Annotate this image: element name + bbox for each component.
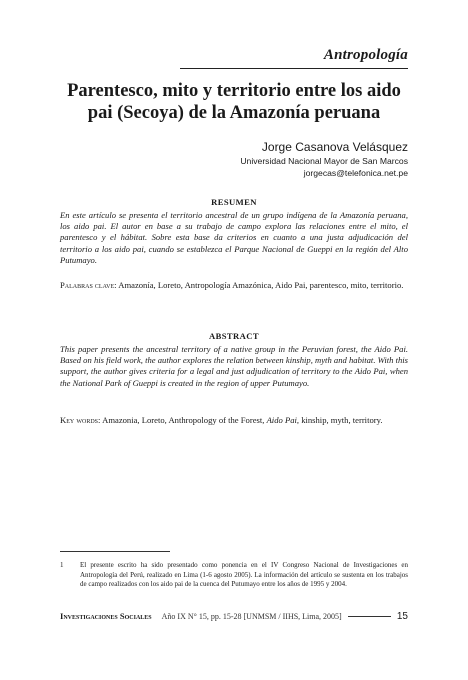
footnote-number: 1 (60, 561, 64, 569)
author-email[interactable]: jorgecas@telefonica.net.pe (303, 168, 408, 178)
abstract-keywords (60, 415, 408, 426)
resumen-keywords-label: Palabras clave: (60, 280, 117, 290)
journal-name: Investigaciones Sociales (60, 611, 152, 621)
resumen-keywords (60, 280, 408, 291)
abstract-heading: ABSTRACT (209, 331, 259, 341)
abstract-keywords-end: , kinship, myth, territory. (296, 415, 383, 425)
abstract-text: This paper presents the ancestral territory of a native group in the Peruvian forest, the Aido Pai. Based on his field work, the author explores the relation between kinship, myth and habitat. With this support, the author gives criteria for a legal and just adjudication of territory to the Aido Pai, when the National Park of Gueppi is created in the region of upper Putumayo. (60, 344, 408, 388)
author-name: Jorge Casanova Velásquez (261, 140, 408, 154)
page-footer (60, 611, 408, 622)
abstract-keywords-italic: Aido Pai (266, 415, 297, 425)
abstract-keywords-label: Key words: (60, 415, 101, 425)
footnote-text: El presente escrito ha sido presentado como ponencia en el IV Congreso Nacional de Investigaciones en Antropología del Perú, realizado en Lima (1-6 agosto 2005). La información del artículo se sustenta en los trabajos de campo realizados con los aido pai de la cuenca del Putumayo entre los años de 1995 y 2004. (80, 561, 408, 589)
issue-info: Año IX N° 15, pp. 15-28 [UNMSM / IIHS, Lima, 2005] (161, 612, 342, 621)
author-affiliation: Universidad Nacional Mayor de San Marcos (240, 156, 408, 166)
resumen-heading: RESUMEN (211, 197, 257, 207)
article-title: Parentesco, mito y territorio entre los aido pai (Secoya) de la Amazonía peruana (67, 81, 401, 123)
footnote-rule (60, 551, 170, 552)
resumen-text: En este artículo se presenta el territorio ancestral de un grupo indígena de la Amazonía peruana, los aido pai. El autor en base a su trabajo de campo explora las relaciones entre el mito, el parentesco y el hábitat. Sobre esta base da criterios en cuanto a una justa adjudicación del territorio a los aido pai, cuando se establezca el Parque Nacional de Gueppi en la región del Alto Putumayo. (60, 210, 408, 265)
page-number: 15 (396, 611, 408, 622)
section-label: Antropología (323, 47, 408, 63)
abstract-keywords-text: Amazonia, Loreto, Anthropology of the Forest, (102, 415, 265, 425)
footer-rule (348, 616, 391, 617)
section-rule (180, 68, 408, 69)
resumen-keywords-text: Amazonía, Loreto, Antropología Amazónica, Aido Pai, parentesco, mito, territorio. (118, 280, 404, 290)
